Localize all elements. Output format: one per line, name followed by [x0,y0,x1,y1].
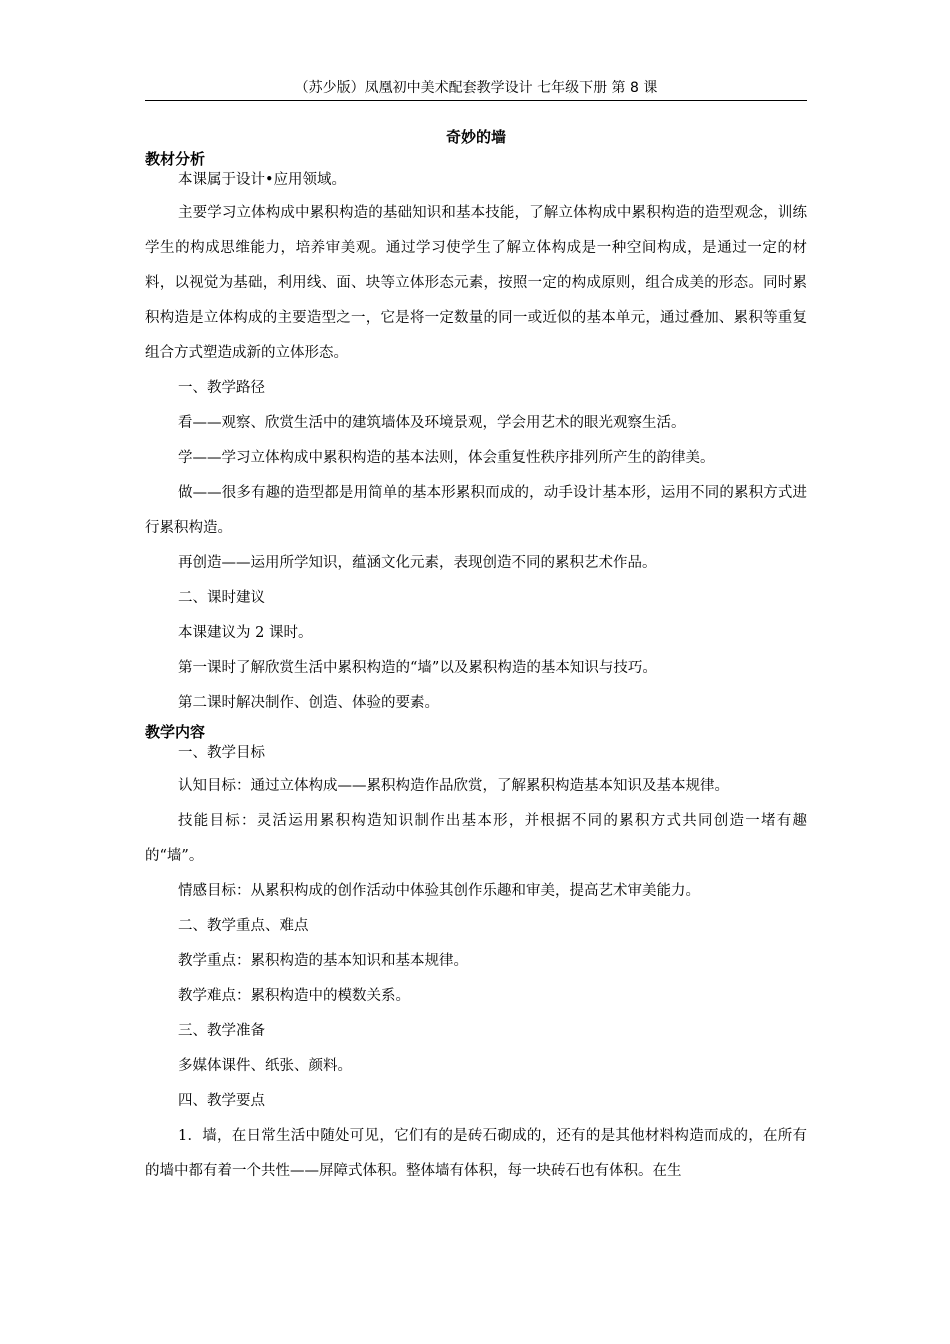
subheading: 一、教学路径 [178,380,265,396]
paragraph: 第二课时解决制作、创造、体验的要素。 [178,695,439,711]
section-heading-analysis: 教材分析 [145,150,206,168]
running-header: （苏少版）凤凰初中美术配套教学设计 七年级下册 第 8 课 [294,80,658,96]
section-heading-content: 教学内容 [145,723,206,741]
paragraph: 看——观察、欣赏生活中的建筑墙体及环境景观，学会用艺术的眼光观察生活。 [178,415,686,431]
subheading: 三、教学准备 [178,1023,265,1039]
paragraph: 学——学习立体构成中累积构造的基本法则，体会重复性秩序排列所产生的韵律美。 [178,450,715,466]
subheading: 二、教学重点、难点 [178,918,309,934]
paragraph: 多媒体课件、纸张、颜料。 [178,1058,352,1074]
lesson-title: 奇妙的墙 [445,128,506,146]
paragraph: 本课建议为 2 课时。 [178,625,313,641]
paragraph: 教学重点：累积构造的基本知识和基本规律。 [178,953,468,969]
document-body [145,126,807,1189]
paragraph: 主要学习立体构成中累积构造的基础知识和基本技能，了解立体构成中累积构造的造型观念，训练学生的构成思维能力，培养审美观。通过学习使学生了解立体构成是一种空间构成，是通过一定的材料，以视觉为基础，利用线、面、块等立体形态元素，按照一定的构成原则，组合成美的形态。同时累积构造是立体构成的主要造型之一，它是将一定数量的同一或近似的基本单元，通过叠加、累积等重复组合方式塑造成新的立体形态。 [145,205,807,361]
subheading: 四、教学要点 [178,1093,265,1109]
paragraph: 情感目标：从累积构成的创作活动中体验其创作乐趣和审美，提高艺术审美能力。 [178,883,700,899]
paragraph: 1．墙，在日常生活中随处可见，它们有的是砖石砌成的，还有的是其他材料构造而成的，在所有的墙中都有着一个共性——屏障式体积。整体墙有体积，每一块砖石也有体积。在生 [145,1128,807,1179]
paragraph: 本课属于设计•应用领域。 [178,172,347,188]
header-rule [145,100,807,101]
paragraph: 再创造——运用所学知识，蕴涵文化元素，表现创造不同的累积艺术作品。 [178,555,657,571]
paragraph: 第一课时了解欣赏生活中累积构造的“墙”以及累积构造的基本知识与技巧。 [178,660,657,676]
subheading: 二、课时建议 [178,590,265,606]
paragraph: 教学难点：累积构造中的模数关系。 [178,988,410,1004]
paragraph: 认知目标：通过立体构成——累积构造作品欣赏，了解累积构造基本知识及基本规律。 [178,778,729,794]
subheading: 一、教学目标 [178,745,265,761]
paragraph: 技能目标：灵活运用累积构造知识制作出基本形，并根据不同的累积方式共同创造一堵有趣的“墙”。 [145,813,807,864]
paragraph: 做——很多有趣的造型都是用简单的基本形累积而成的，动手设计基本形，运用不同的累积方式进行累积构造。 [145,485,807,536]
